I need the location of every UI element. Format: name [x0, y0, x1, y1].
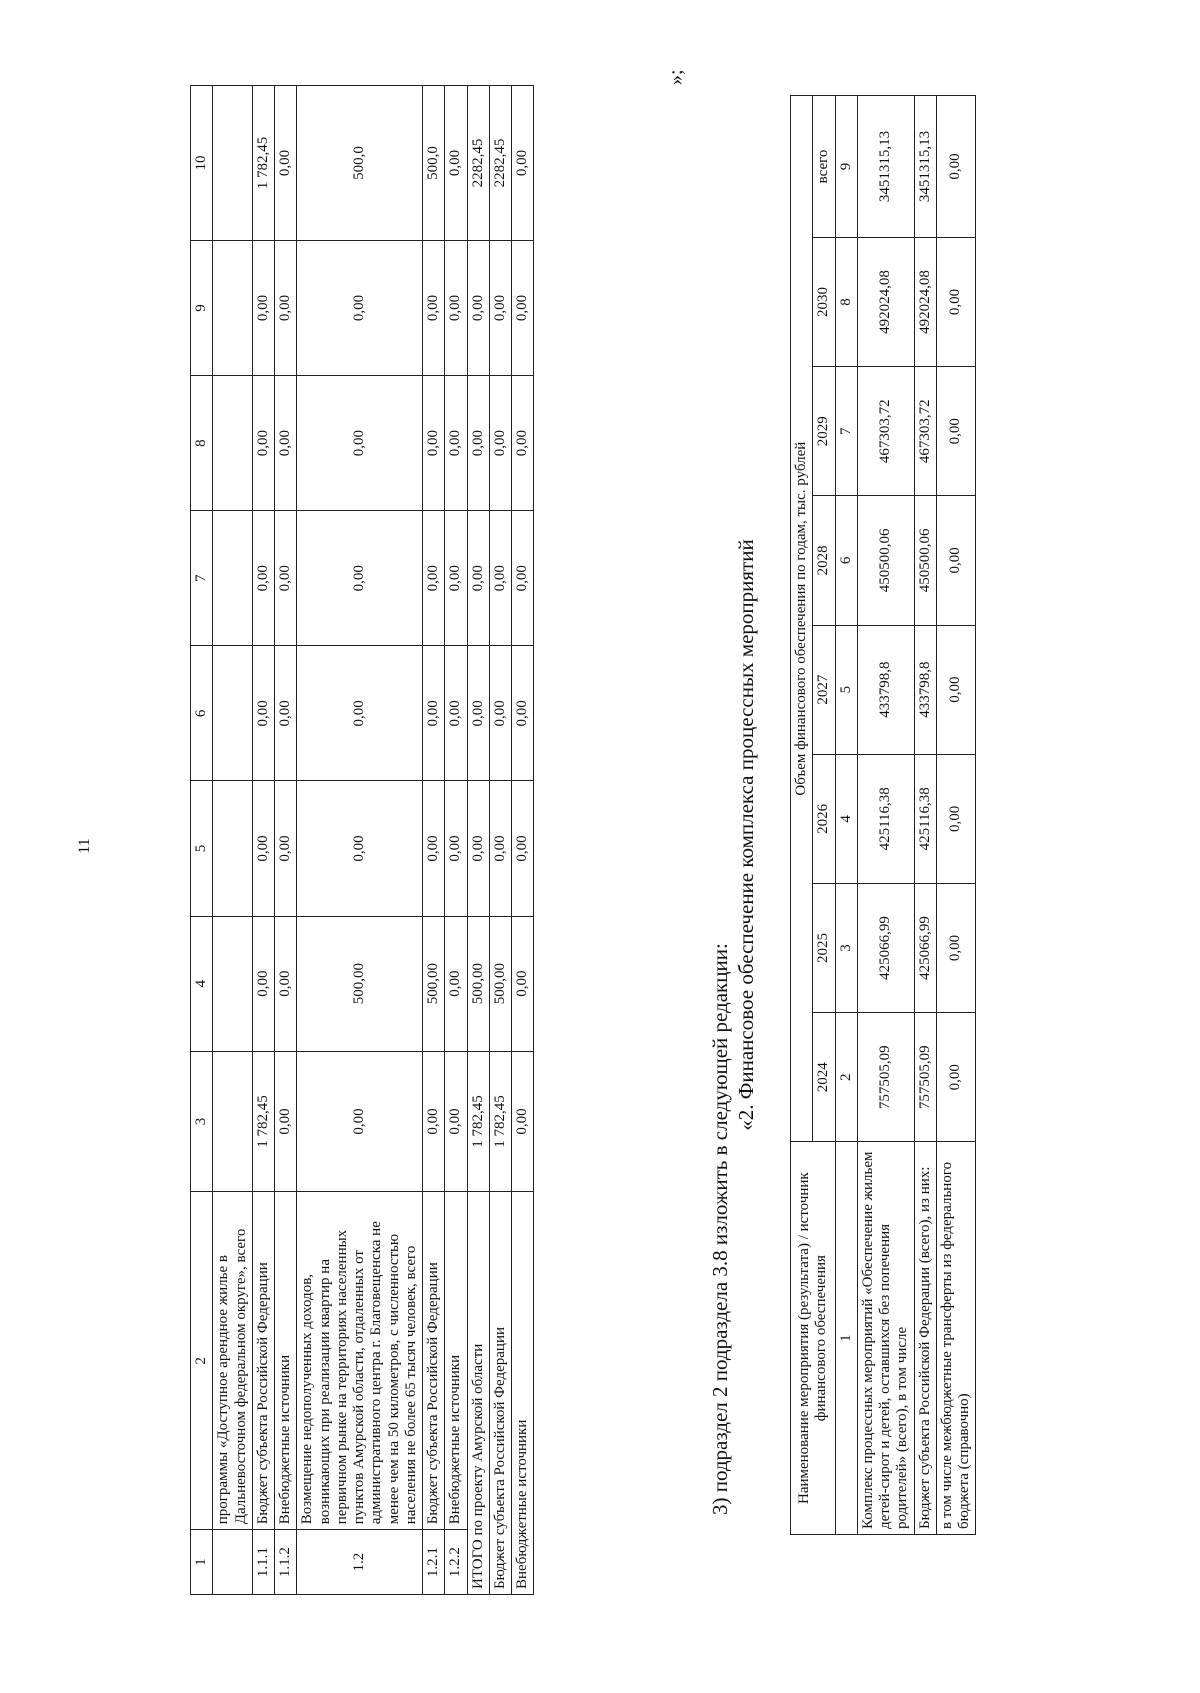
value-cell: 1 782,45 [489, 1051, 511, 1192]
value-cell: 0,00 [297, 240, 423, 375]
value-cell [213, 1051, 253, 1192]
value-cell: 500,00 [423, 916, 445, 1051]
funding-table-processes-body [857, 96, 976, 1535]
value-cell: 0,00 [512, 511, 534, 646]
column-number-cell: 1 [835, 1142, 857, 1535]
value-cell: 0,00 [936, 1013, 976, 1142]
value-cell: 0,00 [512, 916, 534, 1051]
value-cell: 0,00 [489, 511, 511, 646]
value-cell: 0,00 [423, 1051, 445, 1192]
value-cell: 0,00 [252, 916, 274, 1051]
value-cell: 0,00 [936, 883, 976, 1012]
value-cell: 0,00 [467, 646, 489, 781]
value-cell: 0,00 [275, 781, 297, 916]
column-number-cell: 5 [835, 625, 857, 754]
row-number-cell: 1.2.1 [423, 1530, 445, 1595]
value-cell [213, 916, 253, 1051]
table-row [213, 86, 253, 1595]
row-number-cell: 1.1.1 [252, 1530, 274, 1595]
value-cell: 0,00 [445, 916, 467, 1051]
value-cell: 0,00 [445, 1051, 467, 1192]
year-header-cell: 2029 [813, 367, 835, 496]
year-header-cell: 2026 [813, 754, 835, 883]
value-cell: 0,00 [275, 511, 297, 646]
year-header-cell: 2024 [813, 1013, 835, 1142]
funding-table-processes [790, 95, 976, 1535]
table-row [297, 86, 423, 1595]
value-cell: 0,00 [936, 754, 976, 883]
page-number: 11 [76, 838, 93, 854]
column-number-cell: 7 [835, 367, 857, 496]
value-cell: 0,00 [512, 781, 534, 916]
column-numbers-row [191, 86, 213, 1595]
value-cell: 500,0 [423, 86, 445, 241]
value-cell: 757505,09 [857, 1013, 914, 1142]
value-cell: 500,0 [297, 86, 423, 241]
value-cell: 450500,06 [914, 496, 936, 625]
rotated-page-content [60, 35, 1060, 1655]
total-name-cell: Бюджет субъекта Российской Федерации [489, 1192, 511, 1595]
value-cell: 0,00 [252, 511, 274, 646]
value-cell: 0,00 [489, 781, 511, 916]
value-cell: 0,00 [467, 781, 489, 916]
value-cell: 0,00 [297, 646, 423, 781]
row-number-cell [213, 1530, 253, 1595]
section-heading [708, 75, 758, 1595]
column-number-cell: 7 [191, 511, 213, 646]
funding-table-project-body [191, 86, 534, 1595]
value-cell: 2282,45 [467, 86, 489, 241]
value-cell: 0,00 [423, 376, 445, 511]
value-cell: 0,00 [275, 646, 297, 781]
value-cell: 467303,72 [914, 367, 936, 496]
value-cell: 0,00 [275, 240, 297, 375]
column-number-cell: 10 [191, 86, 213, 241]
row-number-cell: 1.2 [297, 1530, 423, 1595]
years-group-header: Объем финансового обеспечения по годам, тыс. рублей [791, 96, 813, 1142]
value-cell: 0,00 [297, 376, 423, 511]
column-number-cell: 9 [835, 96, 857, 238]
value-cell: 0,00 [297, 1051, 423, 1192]
value-cell: 0,00 [512, 86, 534, 241]
table-row [252, 86, 274, 1595]
total-name-cell: Внебюджетные источники [512, 1192, 534, 1595]
row-number-cell: 1.2.2 [445, 1530, 467, 1595]
table-header-row [791, 96, 813, 1535]
value-cell: 0,00 [467, 240, 489, 375]
value-cell: 0,00 [423, 781, 445, 916]
value-cell: 1 782,45 [252, 86, 274, 241]
value-cell: 0,00 [467, 376, 489, 511]
value-cell: 0,00 [445, 240, 467, 375]
total-name-cell: ИТОГО по проекту Амурской области [467, 1192, 489, 1595]
value-cell: 0,00 [275, 916, 297, 1051]
value-cell: 0,00 [512, 1051, 534, 1192]
value-cell: 0,00 [936, 96, 976, 238]
row-name-cell: Внебюджетные источники [275, 1192, 297, 1530]
column-number-cell: 2 [835, 1013, 857, 1142]
total-row [489, 86, 511, 1595]
value-cell: 500,00 [297, 916, 423, 1051]
value-cell [213, 86, 253, 241]
section-title: «2. Финансовое обеспечение комплекса процессных мероприятий [734, 539, 758, 1131]
value-cell [213, 240, 253, 375]
value-cell: 0,00 [423, 511, 445, 646]
value-cell: 0,00 [252, 240, 274, 375]
year-header-cell: 2027 [813, 625, 835, 754]
column-number-cell: 4 [835, 754, 857, 883]
value-cell: 0,00 [445, 646, 467, 781]
value-cell: 0,00 [252, 646, 274, 781]
value-cell: 3451315,13 [857, 96, 914, 238]
value-cell: 450500,06 [857, 496, 914, 625]
value-cell: 0,00 [275, 1051, 297, 1192]
column-number-cell: 2 [191, 1192, 213, 1530]
value-cell [213, 376, 253, 511]
column-numbers-row [835, 96, 857, 1535]
row-name-cell: в том числе межбюджетные трансферты из федерального бюджета (справочно) [936, 1142, 976, 1535]
value-cell: 0,00 [423, 646, 445, 781]
row-name-cell: программы «Доступное арендное жилье в Дальневосточном федеральном округе», всего [213, 1192, 253, 1530]
value-cell: 1 782,45 [467, 1051, 489, 1192]
table-row [914, 96, 936, 1535]
value-cell: 0,00 [936, 367, 976, 496]
column-number-cell: 4 [191, 916, 213, 1051]
table-row [275, 86, 297, 1595]
column-number-cell: 5 [191, 781, 213, 916]
value-cell: 2282,45 [489, 86, 511, 241]
total-row [467, 86, 489, 1595]
value-cell: 0,00 [275, 86, 297, 241]
column-number-cell: 8 [191, 376, 213, 511]
value-cell: 425116,38 [914, 754, 936, 883]
value-cell: 0,00 [297, 511, 423, 646]
value-cell: 0,00 [445, 511, 467, 646]
year-header-cell: 2028 [813, 496, 835, 625]
value-cell: 433798,8 [914, 625, 936, 754]
value-cell: 0,00 [275, 376, 297, 511]
total-row [512, 86, 534, 1595]
value-cell: 0,00 [936, 237, 976, 366]
row-name-cell: Бюджет субъекта Российской Федерации [423, 1192, 445, 1530]
value-cell: 0,00 [445, 376, 467, 511]
value-cell: 1 782,45 [252, 1051, 274, 1192]
value-cell: 0,00 [489, 240, 511, 375]
funding-table-project [190, 85, 534, 1595]
row-name-cell: Возмещение недополученных доходов, возникающих при реализации квартир на первичном рынке на территориях населенных пунктов Амурской области, отдаленных от административного центра г. Благовещенска не менее чем на 50 километров, с численностью населения не более 65 тысяч человек, всего [297, 1192, 423, 1530]
year-header-cell: 2025 [813, 883, 835, 1012]
value-cell: 0,00 [297, 781, 423, 916]
closing-quote: »; [665, 69, 687, 85]
value-cell: 3451315,13 [914, 96, 936, 238]
table-row [936, 96, 976, 1535]
table-row [423, 86, 445, 1595]
column-number-cell: 6 [191, 646, 213, 781]
column-number-cell: 3 [191, 1051, 213, 1192]
value-cell: 425066,99 [857, 883, 914, 1012]
value-cell: 492024,08 [914, 237, 936, 366]
value-cell [213, 646, 253, 781]
name-column-header: Наименование мероприятия (результата) / источник финансового обеспечения [791, 1142, 836, 1535]
value-cell: 0,00 [467, 511, 489, 646]
value-cell: 0,00 [489, 646, 511, 781]
value-cell: 0,00 [512, 240, 534, 375]
value-cell: 0,00 [489, 376, 511, 511]
row-number-cell: 1.1.2 [275, 1530, 297, 1595]
value-cell [213, 511, 253, 646]
row-name-cell: Внебюджетные источники [445, 1192, 467, 1530]
row-name-cell: Бюджет субъекта Российской Федерации (всего), из них: [914, 1142, 936, 1535]
value-cell: 433798,8 [857, 625, 914, 754]
table-row [857, 96, 914, 1535]
value-cell: 0,00 [252, 781, 274, 916]
column-number-cell: 9 [191, 240, 213, 375]
value-cell: 757505,09 [914, 1013, 936, 1142]
value-cell: 0,00 [445, 86, 467, 241]
section-intro: 3) подраздел 2 подраздела 3.8 изложить в следующей редакции: [708, 943, 732, 1515]
value-cell: 0,00 [445, 781, 467, 916]
value-cell: 0,00 [936, 496, 976, 625]
value-cell: 500,00 [489, 916, 511, 1051]
value-cell: 0,00 [512, 376, 534, 511]
value-cell: 425066,99 [914, 883, 936, 1012]
value-cell: 0,00 [936, 625, 976, 754]
value-cell: 0,00 [423, 240, 445, 375]
column-number-cell: 8 [835, 237, 857, 366]
column-number-cell: 1 [191, 1530, 213, 1595]
column-number-cell: 3 [835, 883, 857, 1012]
value-cell: 500,00 [467, 916, 489, 1051]
value-cell: 425116,38 [857, 754, 914, 883]
year-header-cell: всего [813, 96, 835, 238]
value-cell: 467303,72 [857, 367, 914, 496]
value-cell: 492024,08 [857, 237, 914, 366]
row-name-cell: Бюджет субъекта Российской Федерации [252, 1192, 274, 1530]
year-header-cell: 2030 [813, 237, 835, 366]
table-row [445, 86, 467, 1595]
row-name-cell: Комплекс процессных мероприятий «Обеспечение жильем детей-сирот и детей, оставшихся без попечения родителей» (всего), в том числе [857, 1142, 914, 1535]
value-cell [213, 781, 253, 916]
column-number-cell: 6 [835, 496, 857, 625]
value-cell: 0,00 [512, 646, 534, 781]
value-cell: 0,00 [252, 376, 274, 511]
